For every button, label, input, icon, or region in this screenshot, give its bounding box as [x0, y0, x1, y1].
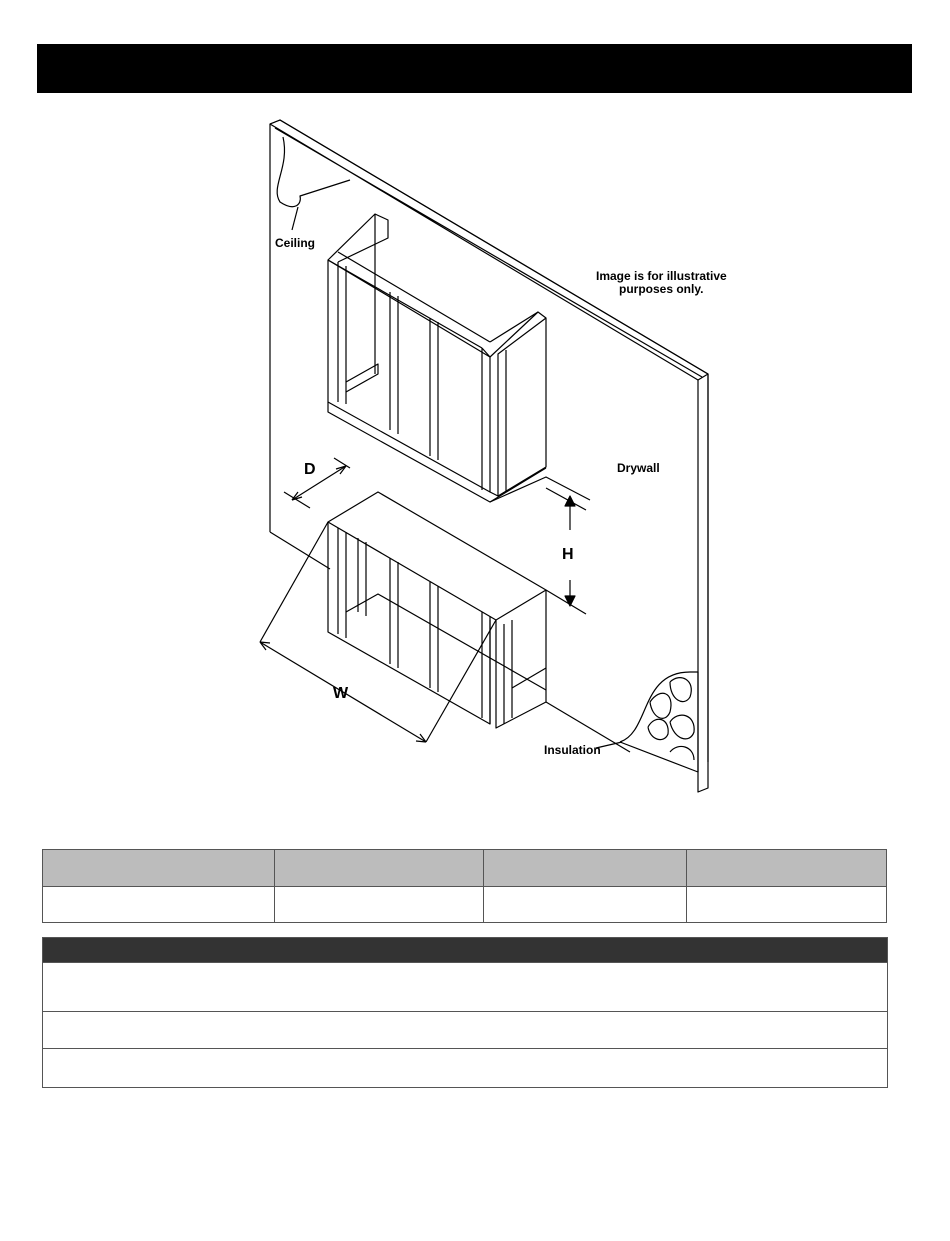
table-header-cell [484, 850, 687, 887]
table-cell [43, 887, 275, 923]
table-header-cell [687, 850, 887, 887]
dimension-d-label: D [304, 461, 316, 478]
table-cell [484, 887, 687, 923]
table-cell [687, 887, 887, 923]
dimension-d [284, 458, 350, 508]
note-row [43, 1011, 887, 1048]
dimensions-table [42, 849, 887, 923]
dimension-w [260, 522, 496, 742]
drywall-panel [270, 120, 708, 762]
table-header-row [43, 850, 887, 887]
table-header-cell [43, 850, 275, 887]
notes-table [42, 937, 888, 1088]
note-row [43, 962, 887, 1011]
disclaimer-line-2: purposes only. [619, 282, 704, 296]
dimension-h-label: H [562, 546, 574, 563]
notes-header [43, 938, 887, 962]
disclaimer-line-1: Image is for illustrative [596, 269, 727, 283]
note-row [43, 1048, 887, 1087]
dimension-w-label: W [333, 685, 349, 702]
table-row [43, 887, 887, 923]
insulation-graphic [596, 672, 698, 772]
ceiling-label: Ceiling [275, 236, 316, 250]
upper-cabinet [328, 214, 546, 502]
insulation-label: Insulation [544, 743, 601, 757]
lower-cabinet [328, 492, 546, 728]
table-header-cell [275, 850, 484, 887]
title-bar [37, 44, 912, 93]
ceiling-line [277, 137, 350, 207]
cabinet-installation-diagram [250, 112, 730, 802]
table-cell [275, 887, 484, 923]
drywall-label: Drywall [617, 461, 660, 475]
wall-right-edge [698, 374, 708, 792]
